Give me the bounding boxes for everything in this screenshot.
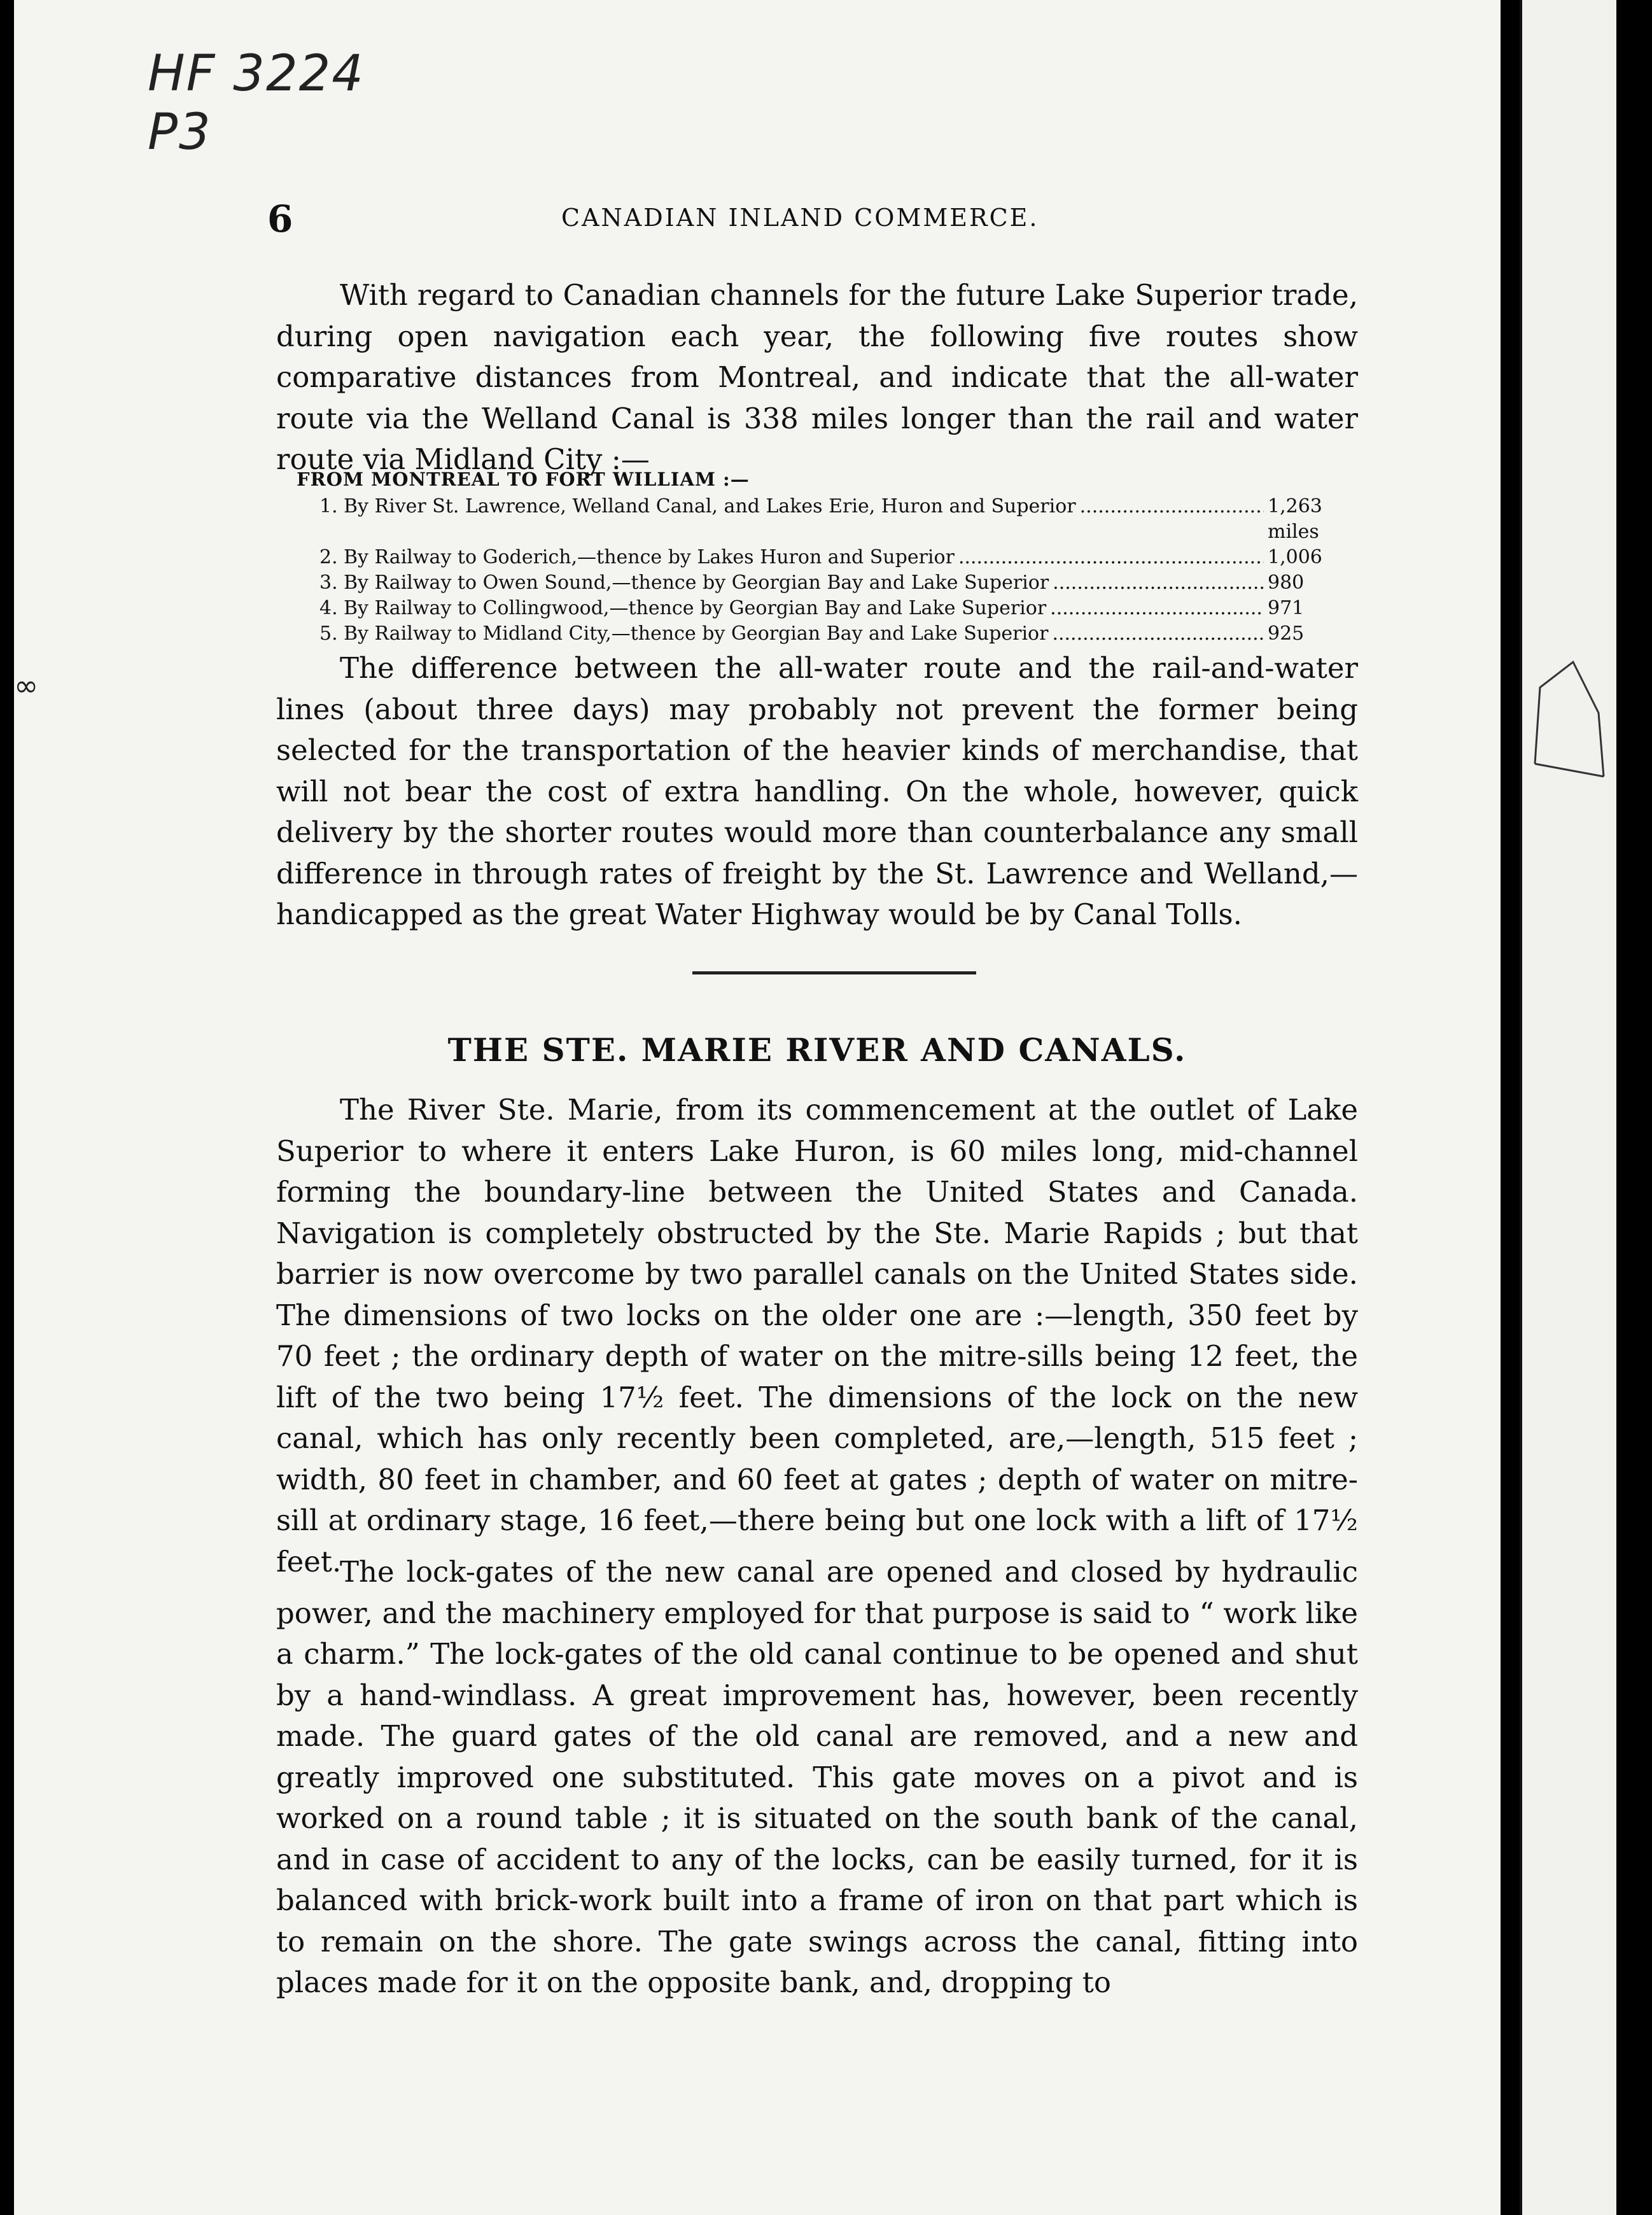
route-description: By Railway to Collingwood,—thence by Georgian Bay and Lake Superior [344, 597, 1047, 619]
river-paragraph [276, 1090, 1358, 1582]
difference-paragraph-text: The difference between the all-water route and the rail-and-water lines (about three days) may probably not prevent the former being selected for the transportation of the heavier kinds of merchandise, that will not bear the cost of extra handling. On the whole, however, quick delivery by the shorter routes would more than counterbalance any small difference in through rates of freight by the St. Lawrence and Welland,—handicapped as the great Water Highway would be by Canal Tolls. [276, 651, 1358, 931]
route-description: By Railway to Midland City,—thence by Georgian Bay and Lake Superior [344, 622, 1049, 645]
route-distance: 980 [1268, 572, 1305, 594]
leader-dots [1080, 494, 1264, 519]
adjacent-page-edge [1520, 0, 1619, 2215]
leader-dots [958, 545, 1264, 570]
route-distance: 1,006 [1268, 546, 1322, 568]
page-number: 6 [267, 197, 293, 241]
routes-label: FROM MONTREAL TO FORT WILLIAM :— [297, 468, 750, 490]
route-number: 2. [319, 546, 338, 568]
intro-paragraph [276, 275, 1358, 481]
route-description: By River St. Lawrence, Welland Canal, and Lakes Erie, Huron and Superior [344, 495, 1076, 517]
route-item [319, 596, 1363, 621]
call-number-line-2: P3 [148, 104, 212, 161]
route-item [319, 570, 1363, 596]
route-distance: 1,263 miles [1268, 495, 1322, 543]
scanned-page [14, 0, 1501, 2215]
call-number-line-1: HF 3224 [148, 45, 365, 102]
leader-dots [1050, 596, 1264, 621]
route-item [319, 494, 1363, 545]
intro-paragraph-text: With regard to Canadian channels for the future Lake Superior trade, during open navigation each year, the following five routes show comparative distances from Montreal, and indicate that the all-water route via the Welland Canal is 338 miles longer than the rail and water route via Midland City :— [276, 278, 1358, 476]
route-number: 3. [319, 572, 338, 594]
section-title: THE STE. MARIE RIVER AND CANALS. [447, 1031, 1187, 1069]
route-item [319, 545, 1363, 570]
leader-dots [1053, 570, 1264, 596]
lock-gates-paragraph-text: The lock-gates of the new canal are opened and closed by hydraulic power, and the machinery employed for that purpose is said to “ work like a charm.” The lock-gates of the old canal continue to be opened and shut by a hand-windlass. A great improvement has, however, been recently made. The guard gates of the old canal are removed, and a new and greatly improved one substituted. This gate moves on a pivot and is worked on a round table ; it is situated on the south bank of the canal, and in case of accident to any of the locks, can be easily turned, for it is balanced with brick-work built into a frame of iron on that part which is to remain on the shore. The gate swings across the canal, fitting into places made for it on the opposite bank, and, dropping to [276, 1555, 1358, 1999]
difference-paragraph [276, 648, 1358, 936]
binding-tab-icon [1522, 0, 1619, 2215]
handwritten-call-number [148, 45, 365, 162]
river-paragraph-text: The River Ste. Marie, from its commencement at the outlet of Lake Superior to where it enters Lake Huron, is 60 miles long, mid-channel forming the boundary-line between the United States and Canada. Navigation is completely obstructed by the Ste. Marie Rapids ; but that barrier is now overcome by two parallel canals on the United States side. The dimensions of two locks on the older one are :—length, 350 feet by 70 feet ; the ordinary depth of water on the mitre-sills being 12 feet, the lift of the two being 17½ feet. The dimensions of the lock on the new canal, which has only recently been completed, are,—length, 515 feet ; width, 80 feet in chamber, and 60 feet at gates ; depth of water on mitre-sill at ordinary stage, 16 feet,—there being but one lock with a lift of 17½ feet. [276, 1093, 1358, 1579]
section-divider-rule [692, 971, 976, 974]
route-number: 1. [319, 495, 338, 517]
route-distance: 971 [1268, 597, 1305, 619]
routes-list [319, 494, 1363, 647]
leader-dots [1052, 621, 1264, 647]
route-distance: 925 [1268, 622, 1305, 645]
route-description: By Railway to Goderich,—thence by Lakes Huron and Superior [344, 546, 955, 568]
route-description: By Railway to Owen Sound,—thence by Georgian Bay and Lake Superior [344, 572, 1049, 594]
margin-mark-icon: ∞ [14, 668, 39, 703]
scan-border [1616, 0, 1652, 2215]
running-head: CANADIAN INLAND COMMERCE. [561, 204, 1039, 232]
lock-gates-paragraph [276, 1552, 1358, 2004]
route-number: 4. [319, 597, 338, 619]
route-item [319, 621, 1363, 647]
route-number: 5. [319, 622, 338, 645]
